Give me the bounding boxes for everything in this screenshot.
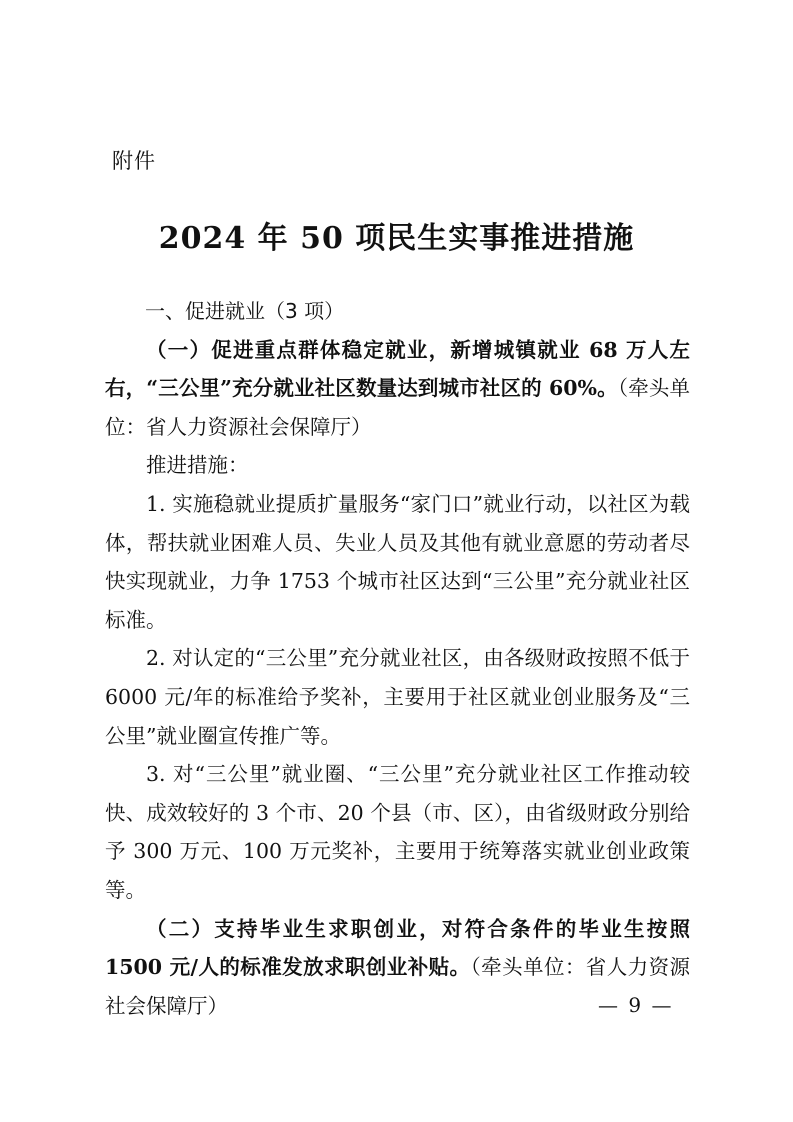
measure-paragraph: 1. 实施稳就业提质扩量服务“家门口”就业行动，以社区为载体，帮扶就业困难人员、失业人员及其他有就业意愿的劳动者尽快实现就业，力争 1753 个城市社区达到“三公里”充分就业社区标准。 bbox=[105, 491, 690, 632]
page-number: — 9 — bbox=[598, 993, 674, 1017]
item-bold-text: （一）促进重点群体稳定就业，新增城镇就业 68 万人左右，“三公里”充分就业社区数量达到城市社区的 60%。 bbox=[105, 337, 690, 401]
measure-paragraph: 3. 对“三公里”就业圈、“三公里”充分就业社区工作推动较快、成效较好的 3 个市、20 个县（市、区），由省级财政分别给予 300 万元、100 万元奖补，主要用于统筹落实就业创业政策等。 bbox=[105, 762, 690, 902]
attachment-label: 附件 bbox=[112, 149, 156, 173]
item-paragraph bbox=[105, 331, 690, 447]
section-heading: 一、促进就业（3 项） bbox=[145, 299, 345, 323]
item-bold-text: （二）支持毕业生求职创业，对符合条件的毕业生按照 1500 元/人的标准发放求职创业补贴。 bbox=[105, 916, 690, 980]
measure-paragraph: 2. 对认定的“三公里”充分就业社区，由各级财政按照不低于 6000 元/年的标准给予奖补，主要用于社区就业创业服务及“三公里”就业圈宣传推广等。 bbox=[105, 646, 690, 748]
document-body bbox=[105, 292, 690, 1025]
measures-label: 推进措施： bbox=[146, 453, 249, 478]
lead-unit-text: （牵头单位：省人力资源社会保障厅） bbox=[105, 376, 690, 439]
document-title: 2024 年 50 项民生实事推进措施 bbox=[158, 221, 635, 256]
lead-unit-text: （牵头单位：省人力资源社会保障厅） bbox=[105, 955, 691, 1018]
